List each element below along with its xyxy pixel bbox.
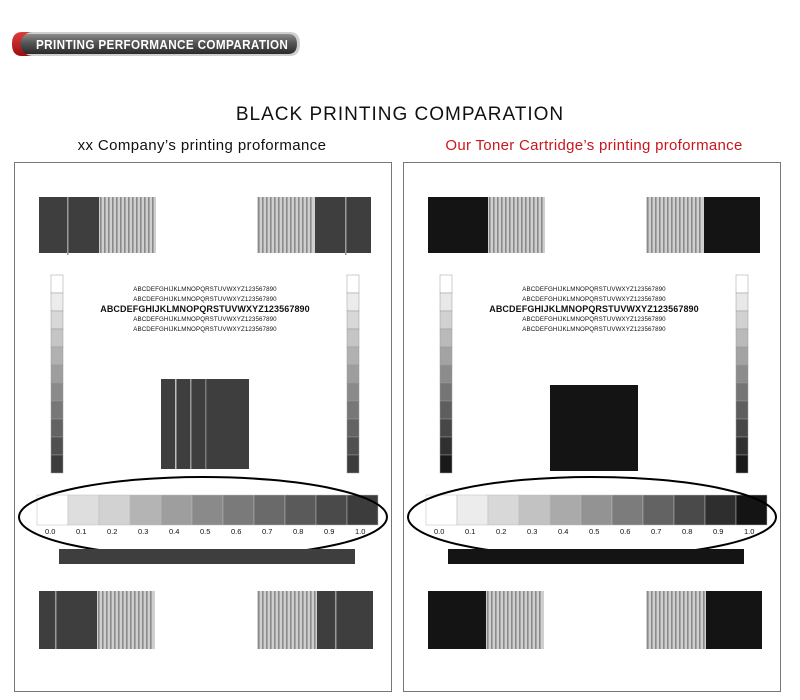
stripe-block-line [513, 197, 515, 253]
stripe-block-line [679, 197, 681, 253]
stripe-block-line [489, 197, 491, 253]
stripe-block-line [663, 591, 665, 649]
sample-line: ABCDEFGHIJKLMNOPQRSTUVWXYZ123567890 [522, 286, 666, 293]
stripe-block-line [491, 591, 493, 649]
vertical-gray-ramp-step [440, 311, 452, 329]
stripe-block-line [98, 591, 100, 649]
stripe-block-line [112, 197, 114, 253]
stripe-block-line [505, 197, 507, 253]
stripe-block-line [675, 197, 677, 253]
stripe-block-line [659, 197, 661, 253]
stripe-block-line [290, 197, 292, 253]
gray-scale-step [161, 495, 192, 525]
stripe-block-line [651, 591, 653, 649]
stripe-block-line [270, 197, 272, 253]
stripe-block-line [525, 197, 527, 253]
vertical-gray-ramp-step [51, 275, 63, 293]
vertical-gray-ramp-step [347, 275, 359, 293]
stripe-block-line [541, 197, 543, 253]
sample-text-block [484, 285, 704, 334]
stripe-block-line [152, 197, 154, 253]
stripe-block-line [126, 591, 128, 649]
stripe-block-line [294, 197, 296, 253]
gray-scale-label: 0.2 [496, 527, 507, 536]
gray-scale-step [426, 495, 457, 525]
stripe-block-line [499, 591, 501, 649]
stripe-block-line [138, 591, 140, 649]
stripe-block-line [142, 591, 144, 649]
stripe-block-line [298, 197, 300, 253]
vertical-gray-ramp-step [51, 329, 63, 347]
solid-block [39, 591, 97, 649]
stripe-block-line [148, 197, 150, 253]
long-solid-bar [59, 549, 355, 564]
vertical-gray-ramp-step [736, 329, 748, 347]
stripe-block-line [655, 197, 657, 253]
vertical-gray-ramp-step [736, 365, 748, 383]
stripe-block-line [132, 197, 134, 253]
stripe-block-line [535, 591, 537, 649]
vertical-gray-ramp-step [440, 419, 452, 437]
stripe-block-line [102, 591, 104, 649]
sample-line: ABCDEFGHIJKLMNOPQRSTUVWXYZ123567890 [133, 325, 277, 333]
stripe-block-line [116, 197, 118, 253]
streak-line [175, 379, 177, 469]
stripe-block-line [286, 591, 288, 649]
gray-scale-label: 1.0 [355, 527, 366, 536]
stripe-block-line [647, 197, 649, 253]
stripe-block-line [130, 591, 132, 649]
stripe-block-line [278, 197, 280, 253]
streak-line [335, 591, 337, 649]
stripe-block-line [124, 197, 126, 253]
streak-line [67, 197, 69, 255]
vertical-gray-ramp-step [440, 365, 452, 383]
stripe-block-line [104, 197, 106, 253]
stripe-block-line [146, 591, 148, 649]
stripe-block-line [529, 197, 531, 253]
gray-scale-label: 0.5 [589, 527, 600, 536]
right-caption: Our Toner Cartridge’s printing proformance [445, 137, 743, 154]
stripe-block-line [683, 197, 685, 253]
stripe-block-line [290, 591, 292, 649]
gray-scale-step [550, 495, 581, 525]
gray-scale-label: 0.4 [558, 527, 569, 536]
stripe-block-line [647, 591, 649, 649]
stripe-block-line [100, 197, 102, 253]
vertical-gray-ramp-step [51, 437, 63, 455]
vertical-gray-ramp-step [440, 329, 452, 347]
sample-line: ABCDEFGHIJKLMNOPQRSTUVWXYZ123567890 [133, 316, 277, 323]
solid-block [317, 591, 373, 649]
stripe-block-line [533, 197, 535, 253]
section-banner [8, 30, 304, 58]
stripe-block-line [517, 197, 519, 253]
stripe-block-line [266, 591, 268, 649]
stripe-block-line [493, 197, 495, 253]
stripe-block-line [671, 197, 673, 253]
vertical-gray-ramp-step [440, 347, 452, 365]
gray-scale-step [68, 495, 99, 525]
sample-line: ABCDEFGHIJKLMNOPQRSTUVWXYZ123567890 [133, 295, 277, 303]
gray-scale-label: 0.3 [527, 527, 538, 536]
stripe-block-line [262, 197, 264, 253]
stripe-block-line [501, 197, 503, 253]
vertical-gray-ramp-step [51, 455, 63, 473]
solid-block [315, 197, 371, 253]
solid-block [704, 197, 760, 253]
vertical-gray-ramp-step [736, 347, 748, 365]
stripe-block-line [655, 591, 657, 649]
stripe-block-line [302, 591, 304, 649]
stripe-block-line [144, 197, 146, 253]
vertical-gray-ramp-step [347, 401, 359, 419]
stripe-block-line [282, 591, 284, 649]
gray-scale-step [581, 495, 612, 525]
stripe-block-line [106, 591, 108, 649]
vertical-gray-ramp-step [440, 437, 452, 455]
stripe-block-line [537, 197, 539, 253]
streak-line [345, 197, 347, 255]
vertical-gray-ramp-step [440, 383, 452, 401]
stripe-block-line [663, 197, 665, 253]
vertical-gray-ramp-step [347, 365, 359, 383]
stripe-block-line [136, 197, 138, 253]
stripe-block-line [497, 197, 499, 253]
vertical-gray-ramp-step [51, 293, 63, 311]
stripe-block-line [651, 197, 653, 253]
vertical-gray-ramp-step [440, 455, 452, 473]
vertical-gray-ramp-step [440, 293, 452, 311]
gray-scale-step [192, 495, 223, 525]
stripe-block-line [503, 591, 505, 649]
vertical-gray-ramp-step [347, 419, 359, 437]
gray-scale-label: 0.2 [107, 527, 118, 536]
vertical-gray-ramp-step [736, 401, 748, 419]
competitor-test-pattern [15, 163, 391, 691]
stripe-block-line [266, 197, 268, 253]
gray-scale-step [488, 495, 519, 525]
page-title: BLACK PRINTING COMPARATION [235, 104, 565, 125]
vertical-gray-ramp-step [736, 275, 748, 293]
sample-line-large: ABCDEFGHIJKLMNOPQRSTUVWXYZ123567890 [100, 304, 310, 314]
stripe-block-line [671, 591, 673, 649]
gray-scale-label: 0.8 [293, 527, 304, 536]
solid-block [706, 591, 762, 649]
gray-scale-label: 0.4 [169, 527, 180, 536]
stripe-block-line [521, 197, 523, 253]
stripe-block-line [258, 197, 260, 253]
vertical-gray-ramp-step [347, 329, 359, 347]
stripe-block-line [258, 591, 260, 649]
sample-line-large: ABCDEFGHIJKLMNOPQRSTUVWXYZ123567890 [489, 304, 699, 314]
streak-line [190, 379, 192, 469]
stripe-block-line [286, 197, 288, 253]
vertical-gray-ramp-step [440, 275, 452, 293]
stripe-block [99, 197, 156, 253]
stripe-block-line [114, 591, 116, 649]
stripe-block-line [310, 591, 312, 649]
gray-scale-step [316, 495, 347, 525]
gray-scale-step [705, 495, 736, 525]
stripe-block-line [134, 591, 136, 649]
vertical-gray-ramp-step [347, 347, 359, 365]
stripe-block-line [703, 591, 705, 649]
stripe-block-line [487, 591, 489, 649]
stripe-block-line [675, 591, 677, 649]
streak-line [55, 591, 57, 649]
vertical-gray-ramp-step [347, 383, 359, 401]
stripe-block-line [262, 591, 264, 649]
gray-scale-step [519, 495, 550, 525]
vertical-gray-ramp-step [347, 293, 359, 311]
stripe-block-line [509, 197, 511, 253]
sample-line: ABCDEFGHIJKLMNOPQRSTUVWXYZ123567890 [522, 295, 666, 303]
stripe-block-line [687, 197, 689, 253]
vertical-gray-ramp-step [51, 311, 63, 329]
gray-scale-step [99, 495, 130, 525]
streak-line [205, 379, 207, 469]
gray-scale-step [223, 495, 254, 525]
gray-scale-step [37, 495, 68, 525]
vertical-gray-ramp-step [440, 401, 452, 419]
stripe-block-line [274, 591, 276, 649]
vertical-gray-ramp-step [347, 455, 359, 473]
solid-block [39, 197, 99, 253]
vertical-gray-ramp-step [347, 437, 359, 455]
stripe-block-line [699, 591, 701, 649]
vertical-gray-ramp-step [51, 401, 63, 419]
gray-scale-step [736, 495, 767, 525]
stripe-block-line [270, 591, 272, 649]
stripe-block-line [310, 197, 312, 253]
gray-scale-label: 0.8 [682, 527, 693, 536]
stripe-block-line [539, 591, 541, 649]
stripe-block-line [527, 591, 529, 649]
solid-block [428, 591, 486, 649]
stripe-block-line [282, 197, 284, 253]
stripe-block-line [691, 591, 693, 649]
stripe-block-line [108, 197, 110, 253]
stripe-block-line [294, 591, 296, 649]
vertical-gray-ramp-step [736, 293, 748, 311]
stripe-block-line [659, 591, 661, 649]
stripe-block-line [667, 197, 669, 253]
gray-scale-label: 0.7 [262, 527, 273, 536]
gray-scale-step [457, 495, 488, 525]
gray-scale-label: 0.7 [651, 527, 662, 536]
stripe-block [488, 197, 545, 253]
stripe-block-line [128, 197, 130, 253]
stripe-block-line [507, 591, 509, 649]
stripe-block-line [140, 197, 142, 253]
stripe-block-line [306, 197, 308, 253]
our-print-sheet [403, 162, 781, 692]
gray-scale-step [347, 495, 378, 525]
vertical-gray-ramp-step [51, 383, 63, 401]
our-test-pattern [404, 163, 780, 691]
stripe-block-line [699, 197, 701, 253]
vertical-gray-ramp-step [736, 311, 748, 329]
gray-scale-step [130, 495, 161, 525]
stripe-block-line [523, 591, 525, 649]
stripe-block-line [495, 591, 497, 649]
stripe-block-line [695, 197, 697, 253]
vertical-gray-ramp-step [736, 383, 748, 401]
gray-scale-step [612, 495, 643, 525]
stripe-block-line [274, 197, 276, 253]
stripe-block-line [278, 591, 280, 649]
stripe-block-line [150, 591, 152, 649]
stripe-block-line [515, 591, 517, 649]
gray-scale-step [643, 495, 674, 525]
stripe-block-line [683, 591, 685, 649]
stripe-block-line [691, 197, 693, 253]
gray-scale-label: 0.6 [231, 527, 242, 536]
gray-scale-step [254, 495, 285, 525]
vertical-gray-ramp-step [736, 419, 748, 437]
stripe-block-line [298, 591, 300, 649]
stripe-block-line [687, 591, 689, 649]
gray-scale-label: 0.1 [76, 527, 87, 536]
gray-scale-label: 0.9 [324, 527, 335, 536]
gray-scale-label: 1.0 [744, 527, 755, 536]
vertical-gray-ramp-step [347, 311, 359, 329]
gray-scale-label: 0.6 [620, 527, 631, 536]
solid-block [428, 197, 488, 253]
stripe-block-line [120, 197, 122, 253]
gray-scale-label: 0.9 [713, 527, 724, 536]
vertical-gray-ramp-step [736, 455, 748, 473]
left-caption: xx Company’s printing proformance [77, 137, 327, 154]
stripe-block-line [118, 591, 120, 649]
gray-scale-label: 0.3 [138, 527, 149, 536]
stripe-block-line [110, 591, 112, 649]
sample-text-block [95, 285, 315, 334]
stripe-block-line [519, 591, 521, 649]
sample-line: ABCDEFGHIJKLMNOPQRSTUVWXYZ123567890 [522, 316, 666, 323]
vertical-gray-ramp-step [736, 437, 748, 455]
gray-scale-step [285, 495, 316, 525]
stripe-block-line [122, 591, 124, 649]
vertical-gray-ramp-step [51, 365, 63, 383]
sample-line: ABCDEFGHIJKLMNOPQRSTUVWXYZ123567890 [133, 286, 277, 293]
stripe-block-line [314, 591, 316, 649]
competitor-print-sheet [14, 162, 392, 692]
gray-scale-label: 0.5 [200, 527, 211, 536]
stripe-block-line [531, 591, 533, 649]
long-solid-bar [448, 549, 744, 564]
stripe-block-line [667, 591, 669, 649]
stripe-block-line [511, 591, 513, 649]
gray-scale-label: 0.1 [465, 527, 476, 536]
gray-scale-step [674, 495, 705, 525]
stripe-block-line [679, 591, 681, 649]
gray-scale-label: 0.0 [45, 527, 56, 536]
vertical-gray-ramp-step [51, 419, 63, 437]
vertical-gray-ramp-step [51, 347, 63, 365]
stripe-block-line [306, 591, 308, 649]
banner-label: PRINTING PERFORMANCE COMPARATION [36, 37, 289, 52]
sample-line: ABCDEFGHIJKLMNOPQRSTUVWXYZ123567890 [522, 325, 666, 333]
stripe-block-line [302, 197, 304, 253]
center-solid-square [550, 385, 638, 471]
gray-scale-label: 0.0 [434, 527, 445, 536]
stripe-block-line [695, 591, 697, 649]
